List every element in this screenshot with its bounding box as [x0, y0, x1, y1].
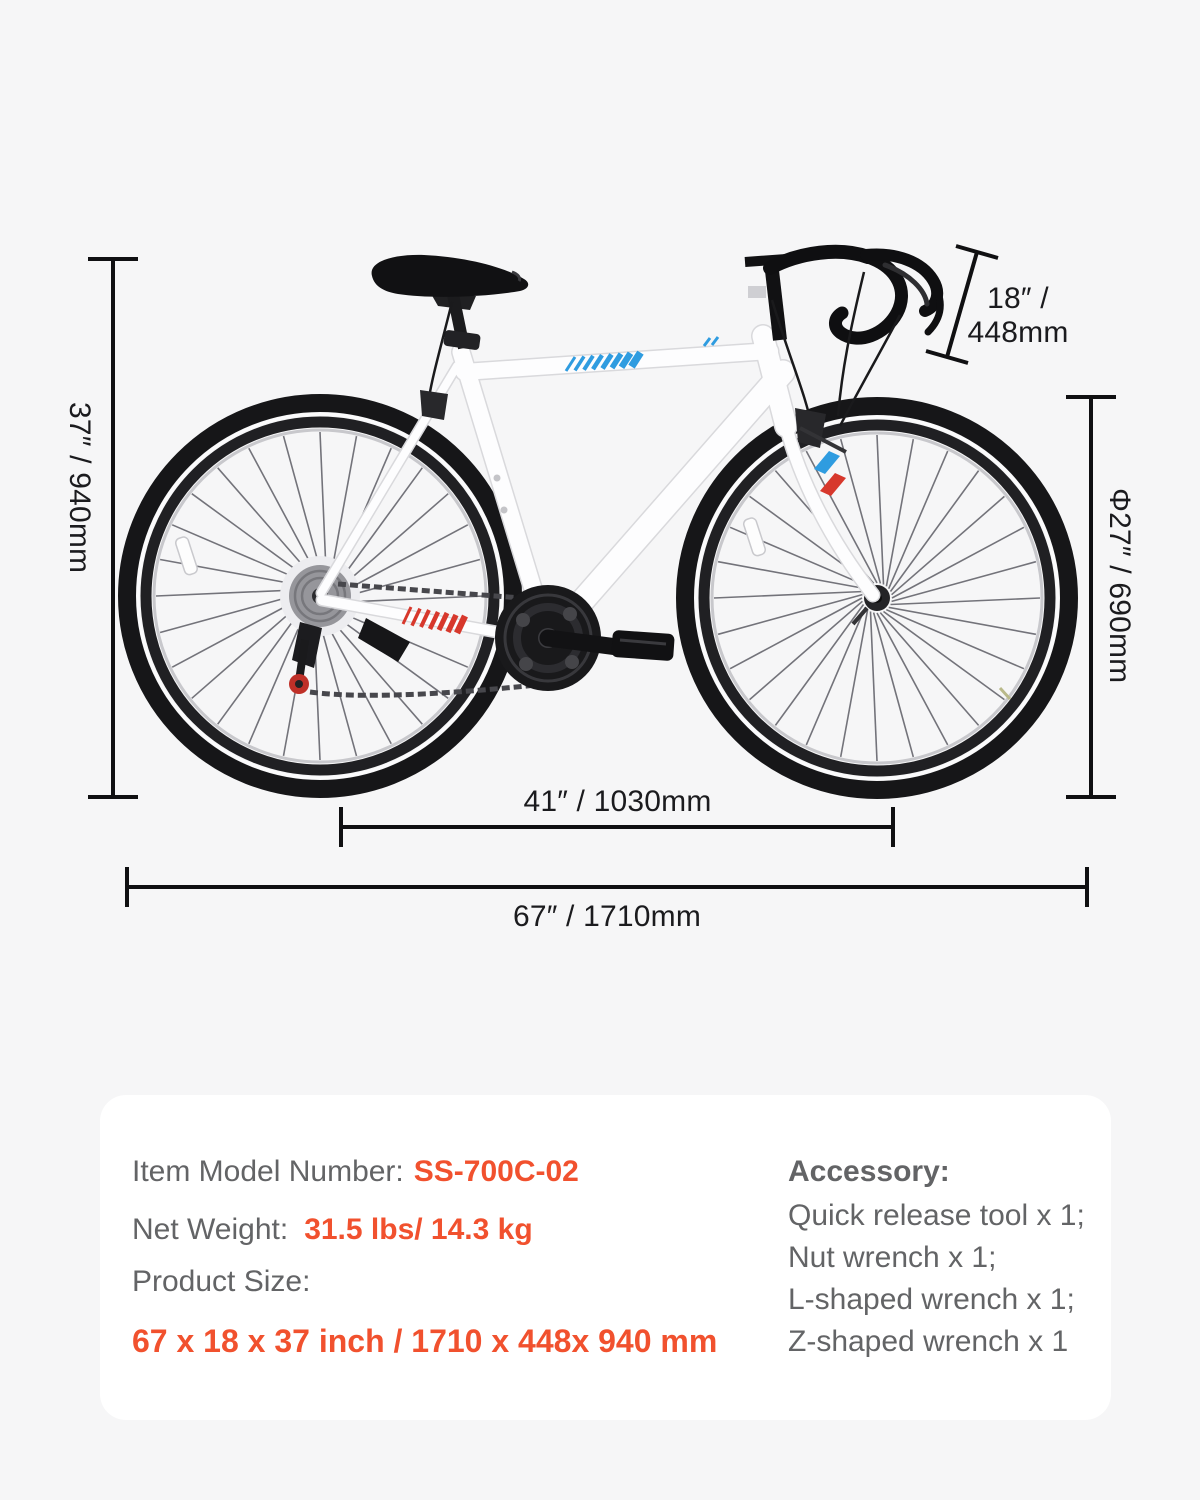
handlebar-label-line2: 448mm: [967, 316, 1069, 349]
dimension-label-height: 37″ / 940mm: [63, 402, 96, 574]
accessory-item: L-shaped wrench x 1;: [788, 1283, 1075, 1316]
rear-reflector: [174, 536, 198, 576]
kickstand: [358, 618, 410, 662]
model-number-value: SS-700C-02: [413, 1155, 579, 1188]
dimension-label-wheel-diameter: Φ27″ / 690mm: [1103, 488, 1136, 684]
handlebar: [770, 252, 940, 338]
net-weight-row: [132, 1213, 533, 1247]
accessory-list: [788, 1195, 1085, 1363]
model-number-label: Item Model Number:: [132, 1155, 404, 1188]
accessory-item: Nut wrench x 1;: [788, 1241, 997, 1274]
dimension-label-handlebar: [958, 282, 1078, 350]
rear-brake: [420, 390, 448, 420]
net-weight-value: 31.5 lbs/ 14.3 kg: [304, 1213, 533, 1246]
head-tube: [763, 336, 786, 426]
dimension-label-length: 67″ / 1710mm: [512, 900, 702, 933]
product-size-label: Product Size:: [132, 1265, 311, 1298]
product-size-value: 67 x 18 x 37 inch / 1710 x 448x 940 mm: [132, 1323, 718, 1359]
model-number-row: [132, 1155, 579, 1189]
pedal: [611, 630, 675, 661]
product-info-card: [100, 1095, 1111, 1420]
product-size-row: [132, 1265, 310, 1299]
chain-bottom: [310, 684, 546, 695]
handlebar-label-line1: 18″ /: [987, 282, 1049, 315]
net-weight-label: Net Weight:: [132, 1213, 289, 1246]
saddle: [372, 255, 529, 297]
crankset: [495, 585, 675, 691]
accessory-item: Quick release tool x 1;: [788, 1199, 1085, 1232]
accessory-title: Accessory:: [788, 1155, 950, 1188]
fork-blue-stripe: [814, 451, 840, 474]
front-reflector: [742, 517, 766, 557]
down-tube: [550, 372, 783, 638]
dimension-label-wheelbase: 41″ / 1030mm: [523, 785, 712, 818]
accessory-item: Z-shaped wrench x 1: [788, 1325, 1069, 1358]
